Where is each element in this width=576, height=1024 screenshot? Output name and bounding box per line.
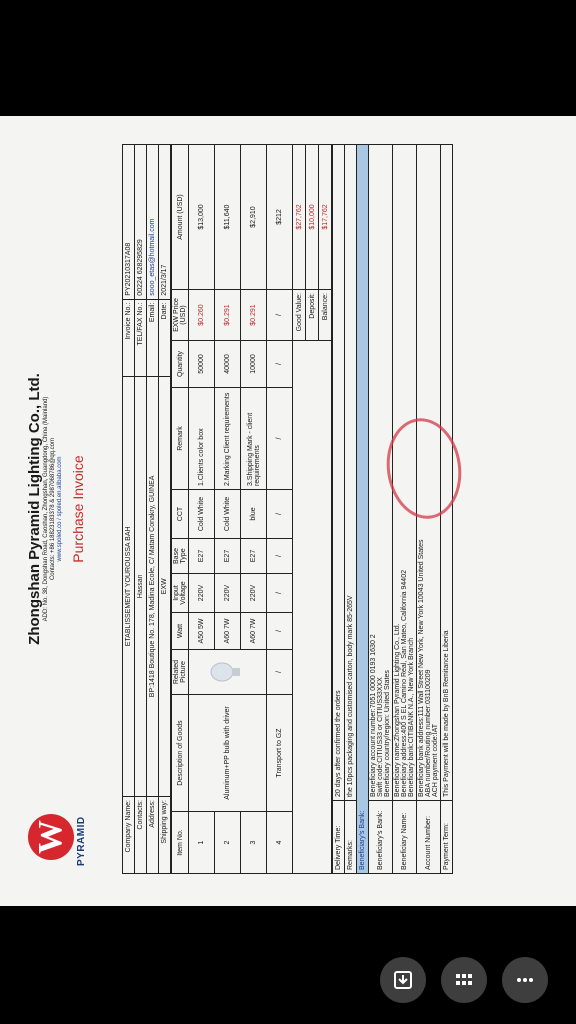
telfax-value: 00224 628295829 (135, 145, 147, 300)
company-block (26, 144, 86, 874)
logo-mark: W (28, 814, 74, 860)
beneficiary-name-label: Beneficiary Name: (393, 801, 417, 874)
row1-price: $0.260 (189, 290, 215, 341)
header-picture: Related Picture (172, 650, 189, 695)
deposit-label: Deposit: (306, 290, 319, 341)
row2-cct: Cold White (215, 490, 241, 539)
row3-voltage: 220V (241, 574, 267, 613)
row3-price: $0.291 (241, 290, 267, 341)
empty-cell (306, 341, 319, 874)
header-base: Base Type (172, 539, 189, 574)
date-label: Date: (159, 299, 171, 376)
header-item-no: Item No. (172, 812, 189, 874)
good-value-label: Good Value: (293, 290, 306, 341)
row4-slash: / (267, 574, 293, 613)
invoice-rotated (22, 144, 534, 874)
row1-watt: A50 5W (189, 613, 215, 650)
shipping-label: Shipping way: (159, 797, 171, 874)
invoice-header (22, 144, 122, 874)
beneficiary-line: Beneficiary address:400 S EL Camino Real, San Mateo, California 94402 (401, 570, 408, 797)
row2-price: $0.291 (215, 290, 241, 341)
row3-no: 3 (241, 812, 267, 874)
company-address: ADD: No. 38, Dongshan Road, Caoshan, Zhongshan, Guangdong, China (Mainland) (43, 396, 49, 622)
row4-no: 4 (267, 812, 293, 874)
row1-cct: Cold White (189, 490, 215, 539)
row1-qty: 50000 (189, 341, 215, 388)
info-table (122, 144, 171, 874)
grid-button[interactable] (441, 957, 487, 1003)
document-page (0, 116, 576, 906)
row3-base: E27 (241, 539, 267, 574)
row4-slash: / (267, 613, 293, 650)
row3-cct: blue (241, 490, 267, 539)
header-watt: Watt (172, 613, 189, 650)
document-title: Purchase Invoice (70, 455, 86, 563)
account-line: ABA number/Routing number:031100209 (425, 669, 432, 797)
header-voltage: Input Voltage (172, 574, 189, 613)
row4-description: Transport to GZ (267, 695, 293, 812)
bulb-icon (210, 661, 244, 683)
contacts-label: Contacts: (135, 797, 147, 874)
header-remark: Remark (172, 388, 189, 490)
bank-label: Beneficiary's Bank: (369, 801, 393, 874)
header-cct: CCT (172, 490, 189, 539)
row4-slash: / (267, 341, 293, 388)
date-value: 2021/3/17 (159, 145, 171, 300)
contacts-value: Hassan (135, 376, 147, 796)
company-label: Company Name: (123, 797, 135, 874)
row1-no: 1 (189, 812, 215, 874)
row3-qty: 10000 (241, 341, 267, 388)
row2-qty: 40000 (215, 341, 241, 388)
group-description: Aluminum+PP bulb with driver (189, 695, 267, 812)
row3-amount: $2,910 (241, 145, 267, 290)
grid-icon (453, 969, 475, 991)
empty-cell (293, 341, 306, 874)
more-button[interactable] (502, 957, 548, 1003)
remarks-value: the 10pcs packaging and customised carton, body mark 85-265V (345, 145, 357, 801)
row4-slash: / (267, 490, 293, 539)
remarks-label: Remarks: (345, 801, 357, 874)
row2-watt: A60 7W (215, 613, 241, 650)
company-web: www.spoled.co / spoled.en.alibaba.com (57, 456, 63, 562)
address-value: BP:1418 Boutique No. 178, Madina Ecole, C/ Matam Conakry, GUINEA (147, 376, 159, 796)
balance-value: $17,762 (319, 145, 332, 290)
shipping-value: EXW (159, 376, 171, 796)
row2-no: 2 (215, 812, 241, 874)
company-value: ETABLISSEMENT YOUROUSSA BAH (123, 376, 135, 796)
bulb-picture (189, 650, 267, 695)
empty-cell (319, 341, 332, 874)
row2-amount: $11,640 (215, 145, 241, 290)
row3-watt: A60 7W (241, 613, 267, 650)
deposit-value: $10,000 (306, 145, 319, 290)
row4-slash: / (267, 290, 293, 341)
email-value: sooo_etas@hotmail.com (147, 145, 159, 300)
row4-slash: / (267, 388, 293, 490)
account-line: Beneficiary bank address:111 Wall Street New York, New York 10043 United States (418, 539, 425, 797)
row4-amount: $212 (267, 145, 293, 290)
company-name: Zhongshan Pyramid Lighting Co., Ltd. (26, 373, 43, 645)
row1-base: E27 (189, 539, 215, 574)
header-price: EXW Price (USD) (172, 290, 189, 341)
beneficiary-line: Beneficiary bank:CITIBANK N.A., New York Branch (408, 637, 415, 797)
payment-term-label: Payment Term: (441, 801, 453, 874)
row2-voltage: 220V (215, 574, 241, 613)
bank-section-label: Beneficiary's Bank: (357, 145, 369, 874)
header-quantity: Quantity (172, 341, 189, 388)
telfax-label: TEL/FAX No.: (135, 299, 147, 376)
account-number-label: Account Number: (417, 801, 441, 874)
company-contacts: Contacts: +86 18823183378 & 2987068786@qq.com (50, 437, 56, 581)
row4-slash: / (267, 539, 293, 574)
row1-amount: $13,000 (189, 145, 215, 290)
row4-slash: / (267, 650, 293, 695)
items-table (171, 144, 332, 874)
account-line: ACH payment code:IAT (432, 723, 439, 797)
logo-text: PYRAMID (76, 816, 87, 866)
more-icon (514, 969, 536, 991)
address-label: Address: (147, 797, 159, 874)
delivery-value: 20 days after confirmed the orders (333, 145, 345, 801)
download-icon (392, 969, 414, 991)
bank-line: Beneficiary account number:7051 0000 0193 1630 2 (370, 634, 377, 797)
row3-remark: 3.Shipping Mark - client requirements (241, 388, 267, 490)
bank-line: Swift code:CITIUS33 or CITIUS33XXX (377, 677, 384, 797)
header-amount: Amount (USD) (172, 145, 189, 290)
row1-voltage: 220V (189, 574, 215, 613)
invoice-value: PY20210317A08 (123, 145, 135, 300)
beneficiary-line: Beneficiary name:Zhongshan Pyramid Lighting Co., Ltd. (394, 623, 401, 797)
delivery-label: Delivery Time: (333, 801, 345, 874)
row2-base: E27 (215, 539, 241, 574)
balance-label: Balance: (319, 290, 332, 341)
payment-term-value: This Payment will be made by BnB Remitance Liberia (441, 145, 453, 801)
email-label: Email: (147, 299, 159, 376)
invoice-label: Invoice No.: (123, 299, 135, 376)
row2-remark: 2.Marking Client requirements (215, 388, 241, 490)
header-description: Description of Goods (172, 695, 189, 812)
row1-remark: 1.Clients color box (189, 388, 215, 490)
bank-line: Beneficiary country/region: United States (384, 670, 391, 797)
good-value: $27,762 (293, 145, 306, 290)
download-button[interactable] (380, 957, 426, 1003)
